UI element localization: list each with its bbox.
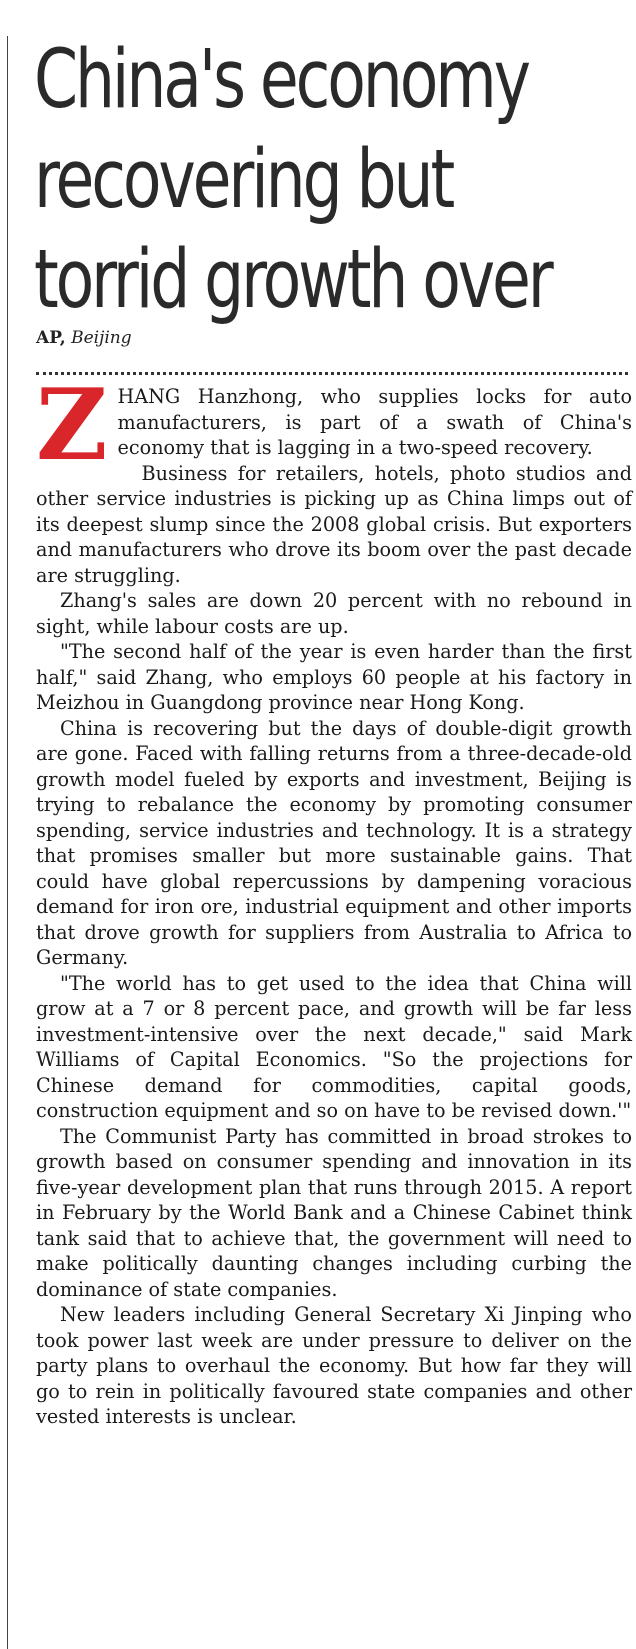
article-paragraph [36, 368, 632, 483]
article-paragraph: New leaders including General Secretary Xi Jinping who took power last week are under pressure to deliver on the party plans to overhaul the economy. But how far they will go to rein in politically favoured state companies and other vested interests is unclear. [36, 1303, 632, 1428]
article-paragraph: "The second half of the year is even harder than the first half," said Zhang, who employs 60 people at his factory in Meizhou in Guangdong province near Hong Kong. [36, 640, 632, 714]
article-paragraph: China is recovering but the days of double-digit growth are gone. Faced with falling returns from a three-decade-old growth model fueled by exports and investment, Beijing is trying to rebalance the economy by promoting consumer spending, service industries and technology. It is a strategy that promises smaller but more sustainable gains. That could have global repercussions by dampening voracious demand for iron ore, industrial equipment and other imports that drove growth for suppliers from Australia to Africa to Germany. [36, 716, 632, 969]
article-body [36, 368, 632, 1430]
headline [34, 30, 551, 330]
byline-agency: AP, [36, 328, 66, 348]
headline-line-1: China's economy [34, 33, 528, 127]
article-paragraph: Zhang's sales are down 20 percent with no rebound in sight, while labour costs are up. [36, 589, 632, 638]
headline-line-2: recovering but [34, 133, 453, 227]
article-paragraph: The Communist Party has committed in broad strokes to growth based on consumer spending and innovation in its five-year development plan that runs through 2015. A report in February by the World Bank and a Chinese Cabinet think tank said that to achieve that, the government will need to make politically daunting changes including curbing the dominance of state companies. [36, 1124, 632, 1301]
article-paragraph: "The world has to get used to the idea that China will grow at a 7 or 8 percent pace, and growth will be far less investment-intensive over the next decade," said Mark Williams of Capital Economics. "So the projections for Chinese demand for commodities, capital goods, construction equipment and so on have to be revised down.'" [36, 971, 632, 1122]
article-lead-text: HANG Hanzhong, who supplies locks for auto manufacturers, is part of a swath of China's economy that is lagging in a two-speed recovery. [117, 385, 632, 459]
article-paragraph: Business for retailers, hotels, photo studios and other service industries is picking up as China limps out of its deepest slump since the 2008 global crisis. But exporters and manufacturers who drove its boom over the past decade are struggling. [36, 461, 632, 587]
byline [36, 328, 132, 348]
column-rule [7, 36, 8, 1649]
byline-place: Beijing [71, 328, 132, 348]
headline-line-3: torrid growth over [34, 233, 551, 327]
drop-cap: Z [36, 368, 108, 483]
dotted-divider [36, 372, 628, 375]
